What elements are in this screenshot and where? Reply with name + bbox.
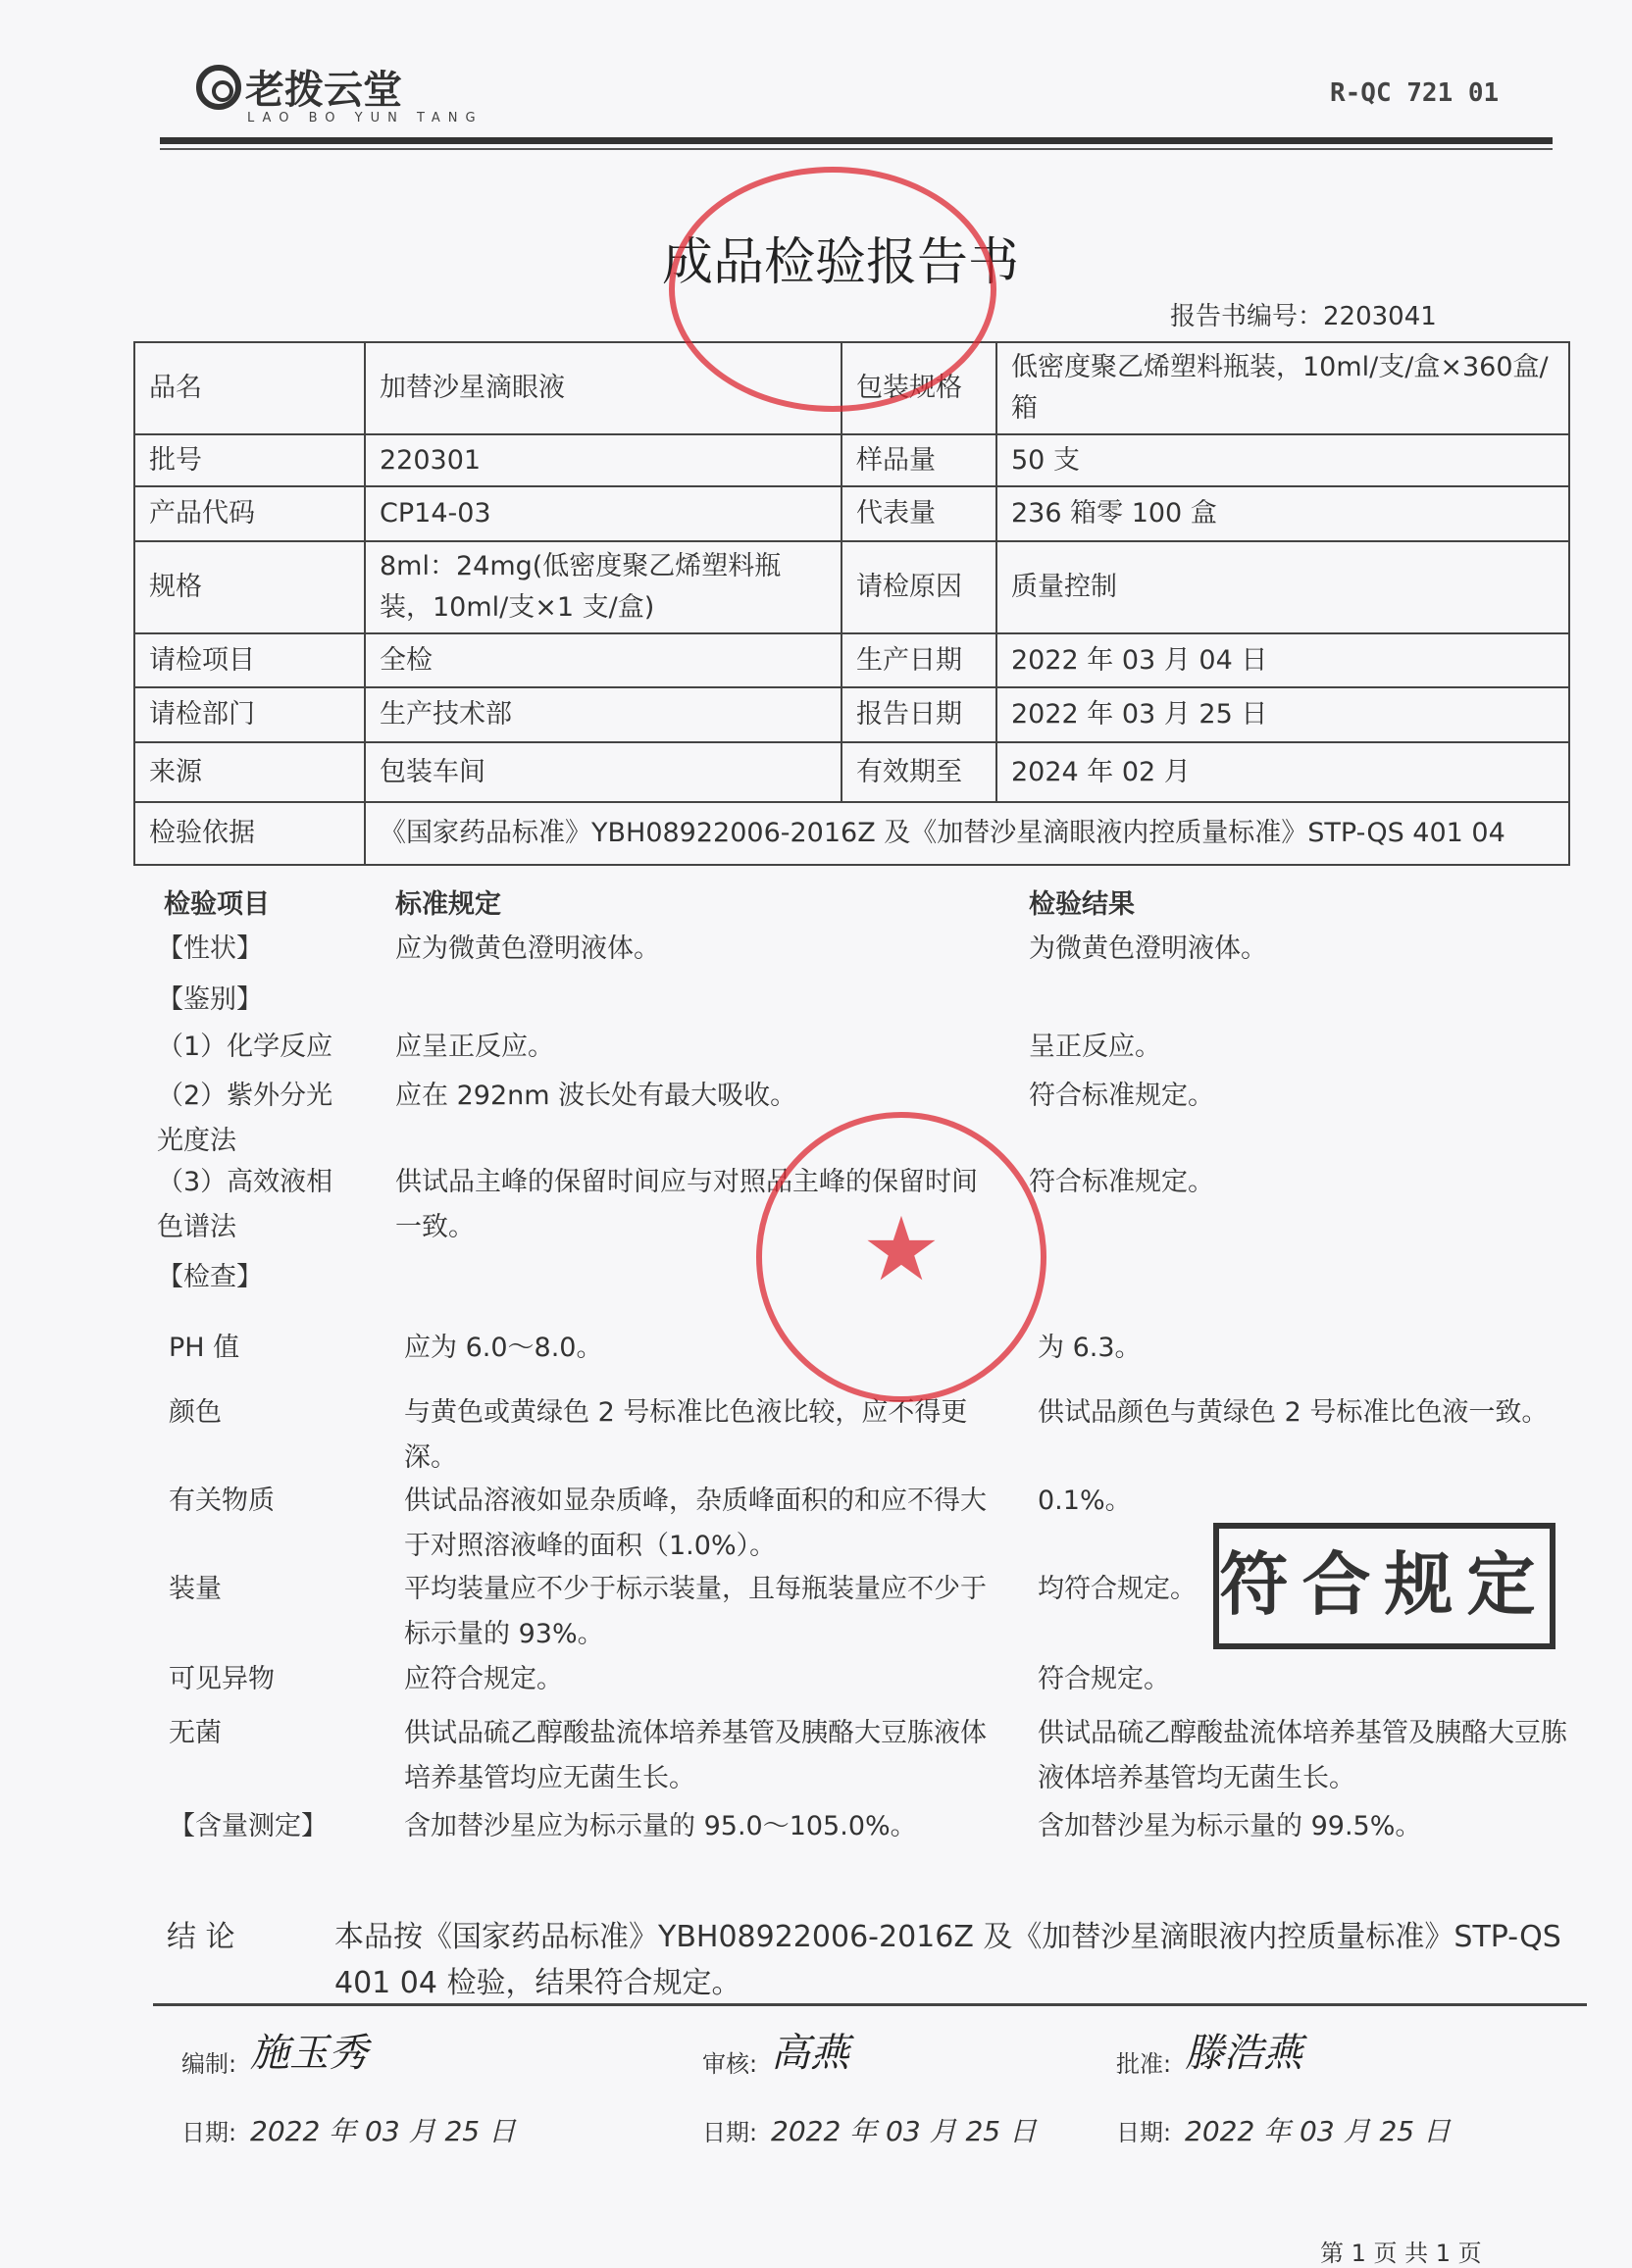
- report-number: 报告书编号：2203041: [1170, 302, 1437, 331]
- logo-name: 老拨云堂: [245, 68, 402, 113]
- inspection-seal-2: [756, 1112, 1046, 1402]
- field-label: 品名: [134, 342, 365, 434]
- test-standard: 应为微黄色澄明液体。: [395, 933, 660, 964]
- test-standard: 应符合规定。: [404, 1664, 563, 1694]
- field-label: 生产日期: [842, 633, 996, 687]
- field-label: 规格: [134, 541, 365, 633]
- test-item: PH 值: [169, 1333, 240, 1363]
- field-label: 代表量: [842, 486, 996, 541]
- conclusion-rule: [153, 2003, 1587, 2006]
- test-item: 【性状】: [157, 933, 263, 964]
- test-item: 可见异物: [169, 1664, 275, 1694]
- signature-role: 编制:: [181, 2050, 237, 2078]
- field-value: 加替沙星滴眼液: [365, 342, 842, 434]
- field-label: 样品量: [842, 434, 996, 486]
- test-result: 均符合规定。: [1038, 1574, 1197, 1604]
- conclusion-label: 结 论: [167, 1920, 235, 1954]
- field-value: 2022 年 03 月 25 日: [996, 687, 1569, 742]
- test-result: 0.1%。: [1038, 1486, 1132, 1516]
- signature-role: 审核:: [702, 2050, 758, 2078]
- test-item: （3）高效液相色谱法: [157, 1167, 333, 1242]
- field-value: 《国家药品标准》YBH08922006-2016Z 及《加替沙星滴眼液内控质量标准》STP-QS 401 04: [365, 802, 1569, 865]
- handwritten-signature: 高燕: [771, 2031, 849, 2076]
- test-result: 符合规定。: [1038, 1664, 1170, 1694]
- field-value: 质量控制: [996, 541, 1569, 633]
- conformity-stamp: 符合规定: [1213, 1523, 1556, 1649]
- field-label: 包装规格: [842, 342, 996, 434]
- field-label: 来源: [134, 742, 365, 802]
- test-item: 无菌: [169, 1718, 222, 1748]
- star-icon: ★: [861, 1198, 942, 1301]
- logo-subtitle: LAO BO YUN TANG: [247, 111, 484, 126]
- header-rule: [160, 137, 1553, 144]
- test-item: 【检查】: [157, 1262, 263, 1292]
- field-value: 2022 年 03 月 04 日: [996, 633, 1569, 687]
- info-row: [134, 486, 1569, 541]
- test-result: 供试品硫乙醇酸盐流体培养基管及胰酪大豆胨液体培养基管均无菌生长。: [1038, 1718, 1567, 1793]
- date-label: 日期:: [702, 2119, 758, 2146]
- info-row: [134, 742, 1569, 802]
- header-rule-thin: [160, 148, 1553, 150]
- test-item: 颜色: [169, 1397, 222, 1428]
- field-value: 包装车间: [365, 742, 842, 802]
- test-result: 含加替沙星为标示量的 99.5%。: [1038, 1811, 1422, 1841]
- test-standard: 应为 6.0～8.0。: [404, 1333, 603, 1363]
- logo-swirl-icon: [196, 65, 241, 110]
- test-result: 符合标准规定。: [1029, 1081, 1214, 1111]
- test-result: 呈正反应。: [1029, 1032, 1161, 1062]
- test-standard: 应在 292nm 波长处有最大吸收。: [395, 1081, 797, 1111]
- page-title: 成品检验报告书: [661, 233, 1019, 292]
- info-table: [133, 341, 1570, 866]
- test-item: 有关物质: [169, 1486, 275, 1516]
- test-result: 供试品颜色与黄绿色 2 号标准比色液一致。: [1038, 1397, 1549, 1428]
- signature-date: 2022 年 03 月 25 日: [250, 2115, 517, 2147]
- field-label: 报告日期: [842, 687, 996, 742]
- column-header: 检验结果: [1029, 889, 1135, 920]
- test-item: （1）化学反应: [157, 1032, 333, 1062]
- test-item: 装量: [169, 1574, 222, 1604]
- signature-role: 批准:: [1116, 2050, 1172, 2078]
- field-label: 请检部门: [134, 687, 365, 742]
- info-row: [134, 434, 1569, 486]
- date-label: 日期:: [1116, 2119, 1172, 2146]
- field-value: 低密度聚乙烯塑料瓶装，10ml/支/盒×360盒/箱: [996, 342, 1569, 434]
- field-value: 生产技术部: [365, 687, 842, 742]
- test-result: 符合标准规定。: [1029, 1167, 1214, 1197]
- document-code: R-QC 721 01: [1330, 78, 1500, 108]
- test-item: 【鉴别】: [157, 984, 263, 1015]
- column-header: 检验项目: [164, 889, 270, 920]
- date-label: 日期:: [181, 2119, 237, 2146]
- field-label: 请检项目: [134, 633, 365, 687]
- field-value: 50 支: [996, 434, 1569, 486]
- test-result: 为微黄色澄明液体。: [1029, 933, 1267, 964]
- conclusion-line-1: 本品按《国家药品标准》YBH08922006-2016Z 及《加替沙星滴眼液内控质量标准》STP-QS: [334, 1920, 1561, 1954]
- info-row: [134, 633, 1569, 687]
- test-standard: 供试品硫乙醇酸盐流体培养基管及胰酪大豆胨液体培养基管均应无菌生长。: [404, 1718, 987, 1793]
- test-item: （2）紫外分光光度法: [157, 1081, 333, 1156]
- field-value: 8ml：24mg(低密度聚乙烯塑料瓶装，10ml/支×1 支/盒): [365, 541, 842, 633]
- test-item: 【含量测定】: [169, 1811, 328, 1841]
- field-label: 产品代码: [134, 486, 365, 541]
- info-row: [134, 541, 1569, 633]
- page-number: 第 1 页 共 1 页: [1320, 2240, 1482, 2267]
- field-value: 全检: [365, 633, 842, 687]
- test-standard: 平均装量应不少于标示装量，且每瓶装量应不少于标示量的 93%。: [404, 1574, 987, 1649]
- inspection-seal-1: [669, 167, 996, 412]
- test-standard: 供试品溶液如显杂质峰，杂质峰面积的和应不得大于对照溶液峰的面积（1.0%）。: [404, 1486, 987, 1561]
- field-value: 2024 年 02 月: [996, 742, 1569, 802]
- field-label: 有效期至: [842, 742, 996, 802]
- field-value: 220301: [365, 434, 842, 486]
- company-logo: [196, 59, 484, 126]
- test-standard: 应呈正反应。: [395, 1032, 554, 1062]
- field-value: 236 箱零 100 盒: [996, 486, 1569, 541]
- signature-date: 2022 年 03 月 25 日: [1185, 2115, 1452, 2147]
- field-label: 检验依据: [134, 802, 365, 865]
- field-value: CP14-03: [365, 486, 842, 541]
- handwritten-signature: 施玉秀: [250, 2031, 368, 2076]
- handwritten-signature: 滕浩燕: [1185, 2031, 1302, 2076]
- conclusion-line-2: 401 04 检验，结果符合规定。: [334, 1966, 741, 2000]
- test-standard: 含加替沙星应为标示量的 95.0～105.0%。: [404, 1811, 917, 1841]
- field-label: 批号: [134, 434, 365, 486]
- test-result: 为 6.3。: [1038, 1333, 1142, 1363]
- test-standard: 供试品主峰的保留时间应与对照品主峰的保留时间一致。: [395, 1167, 978, 1242]
- signature-date: 2022 年 03 月 25 日: [771, 2115, 1038, 2147]
- column-header: 标准规定: [395, 889, 501, 920]
- field-label: 请检原因: [842, 541, 996, 633]
- info-row: [134, 687, 1569, 742]
- test-standard: 与黄色或黄绿色 2 号标准比色液比较，应不得更深。: [404, 1397, 968, 1473]
